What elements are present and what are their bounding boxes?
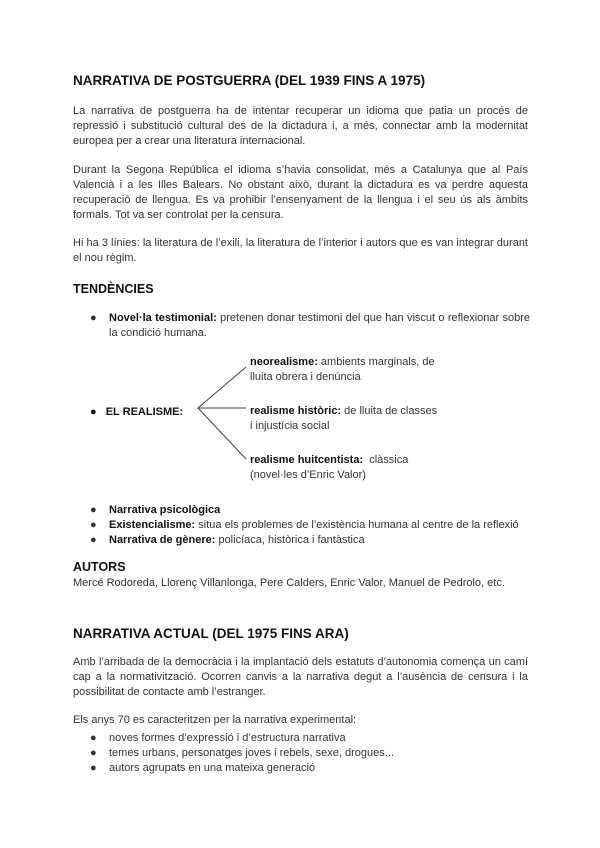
lines-paragraph: Hi ha 3 línies: la literatura de l’exili, la literatura de l’interior i autors que es van integrar durant el nou règim. [73,237,528,264]
tendencies-heading: TENDÈNCIES [73,282,154,296]
branch-term: realisme huitcentista: [250,454,364,466]
realisme-label-row [90,406,183,418]
branch-desc: ambients marginals, de [317,356,435,368]
bullet-icon: ● [90,504,97,516]
section-title-postguerra: NARRATIVA DE POSTGUERRA (DEL 1939 FINS A 1975) [73,73,426,88]
tendency-term: Narrativa de gènere: [109,534,216,546]
bullet-icon: ● [90,406,97,418]
tendency-desc: situa els problemes de l’existència humana al centre de la reflexió [195,519,519,531]
branch-term: realisme històric: [250,405,342,417]
intro-paragraph: La narrativa de postguerra ha de intentar recuperar un idioma que patia un procés de repressió i substitució cultural des de la dictadura i, a més, connectar amb la modernitat europea per a crear una literatura internacional. [73,105,528,147]
branch-realisme-huitcentista [250,453,500,483]
seventies-list [90,731,530,776]
branch-desc: de lluita de classes [341,405,438,417]
list-item [90,518,530,533]
list-item-text: noves formes d’expressió i d’estructura narrativa [109,732,346,744]
autors-list: Mercé Rodoreda, Llorenç Villanlonga, Pere Calders, Enric Valor, Manuel de Pedrolo, etc. [73,577,505,589]
branch-desc: clàssica [363,454,409,466]
autors-heading: AUTORS [73,560,126,574]
list-item [90,761,530,776]
branch-neorealisme [250,355,500,385]
section-title-actual: NARRATIVA ACTUAL (DEL 1975 FINS ARA) [73,626,349,641]
bullet-icon: ● [90,519,97,531]
branch-desc-line2: lluita obrera i denúncia [250,371,361,383]
bullet-icon: ● [90,747,97,759]
testimonial-term: Novel·la testimonial: [109,312,217,324]
realisme-label: EL REALISME: [105,406,184,418]
list-item-text: temes urbans, personatges joves i rebels, sexe, drogues... [109,747,394,759]
list-item [90,503,530,518]
actual-intro-paragraph: Amb l’arribada de la democràcia i la implantació dels estatuts d’autonomia comença un camí cap a la normativització. Ocorren canvis a la narrativa degut a l’ausència de censura i la possibilitat de contacte amb l’estranger. [73,656,528,698]
list-item [90,746,530,761]
branch-term: neorealisme: [250,356,318,368]
branch-realisme-historic [250,404,500,434]
tendency-term: Existencialisme: [109,519,196,531]
other-tendencies-list [90,503,530,548]
list-item [90,533,530,548]
bullet-icon: ● [90,732,97,744]
branch-desc-line2: (novel·les d’Enric Valor) [250,469,366,481]
list-item-text: autors agrupats en una mateixa generació [109,762,316,774]
bullet-icon: ● [90,312,97,324]
testimonial-desc: pretenen donar testimoni del que han viscut o reflexionar sobre la condició humana. [109,312,531,339]
seventies-lead: Els anys 70 es caracteritzen per la narrativa experimental: [73,714,357,726]
tendency-desc: policíaca, històrica i fantàstica [215,534,365,546]
republic-paragraph: Durant la Segona República el idioma s’havia consolidat, més a Catalunya que al País Valencià i a les Illes Balears. No obstant això, durant la dictadura es va perdre aquesta recuperació de llengua. Es va prohibir l’ensenyament de la llengua i el seu ús als àmbits formals. Tot va ser controlat per la censura. [73,164,528,221]
branch-desc-line2: i injustícia social [250,420,330,432]
bullet-icon: ● [90,762,97,774]
bullet-icon: ● [90,534,97,546]
list-item [90,731,530,746]
tendency-term: Narrativa psicològica [109,504,221,516]
